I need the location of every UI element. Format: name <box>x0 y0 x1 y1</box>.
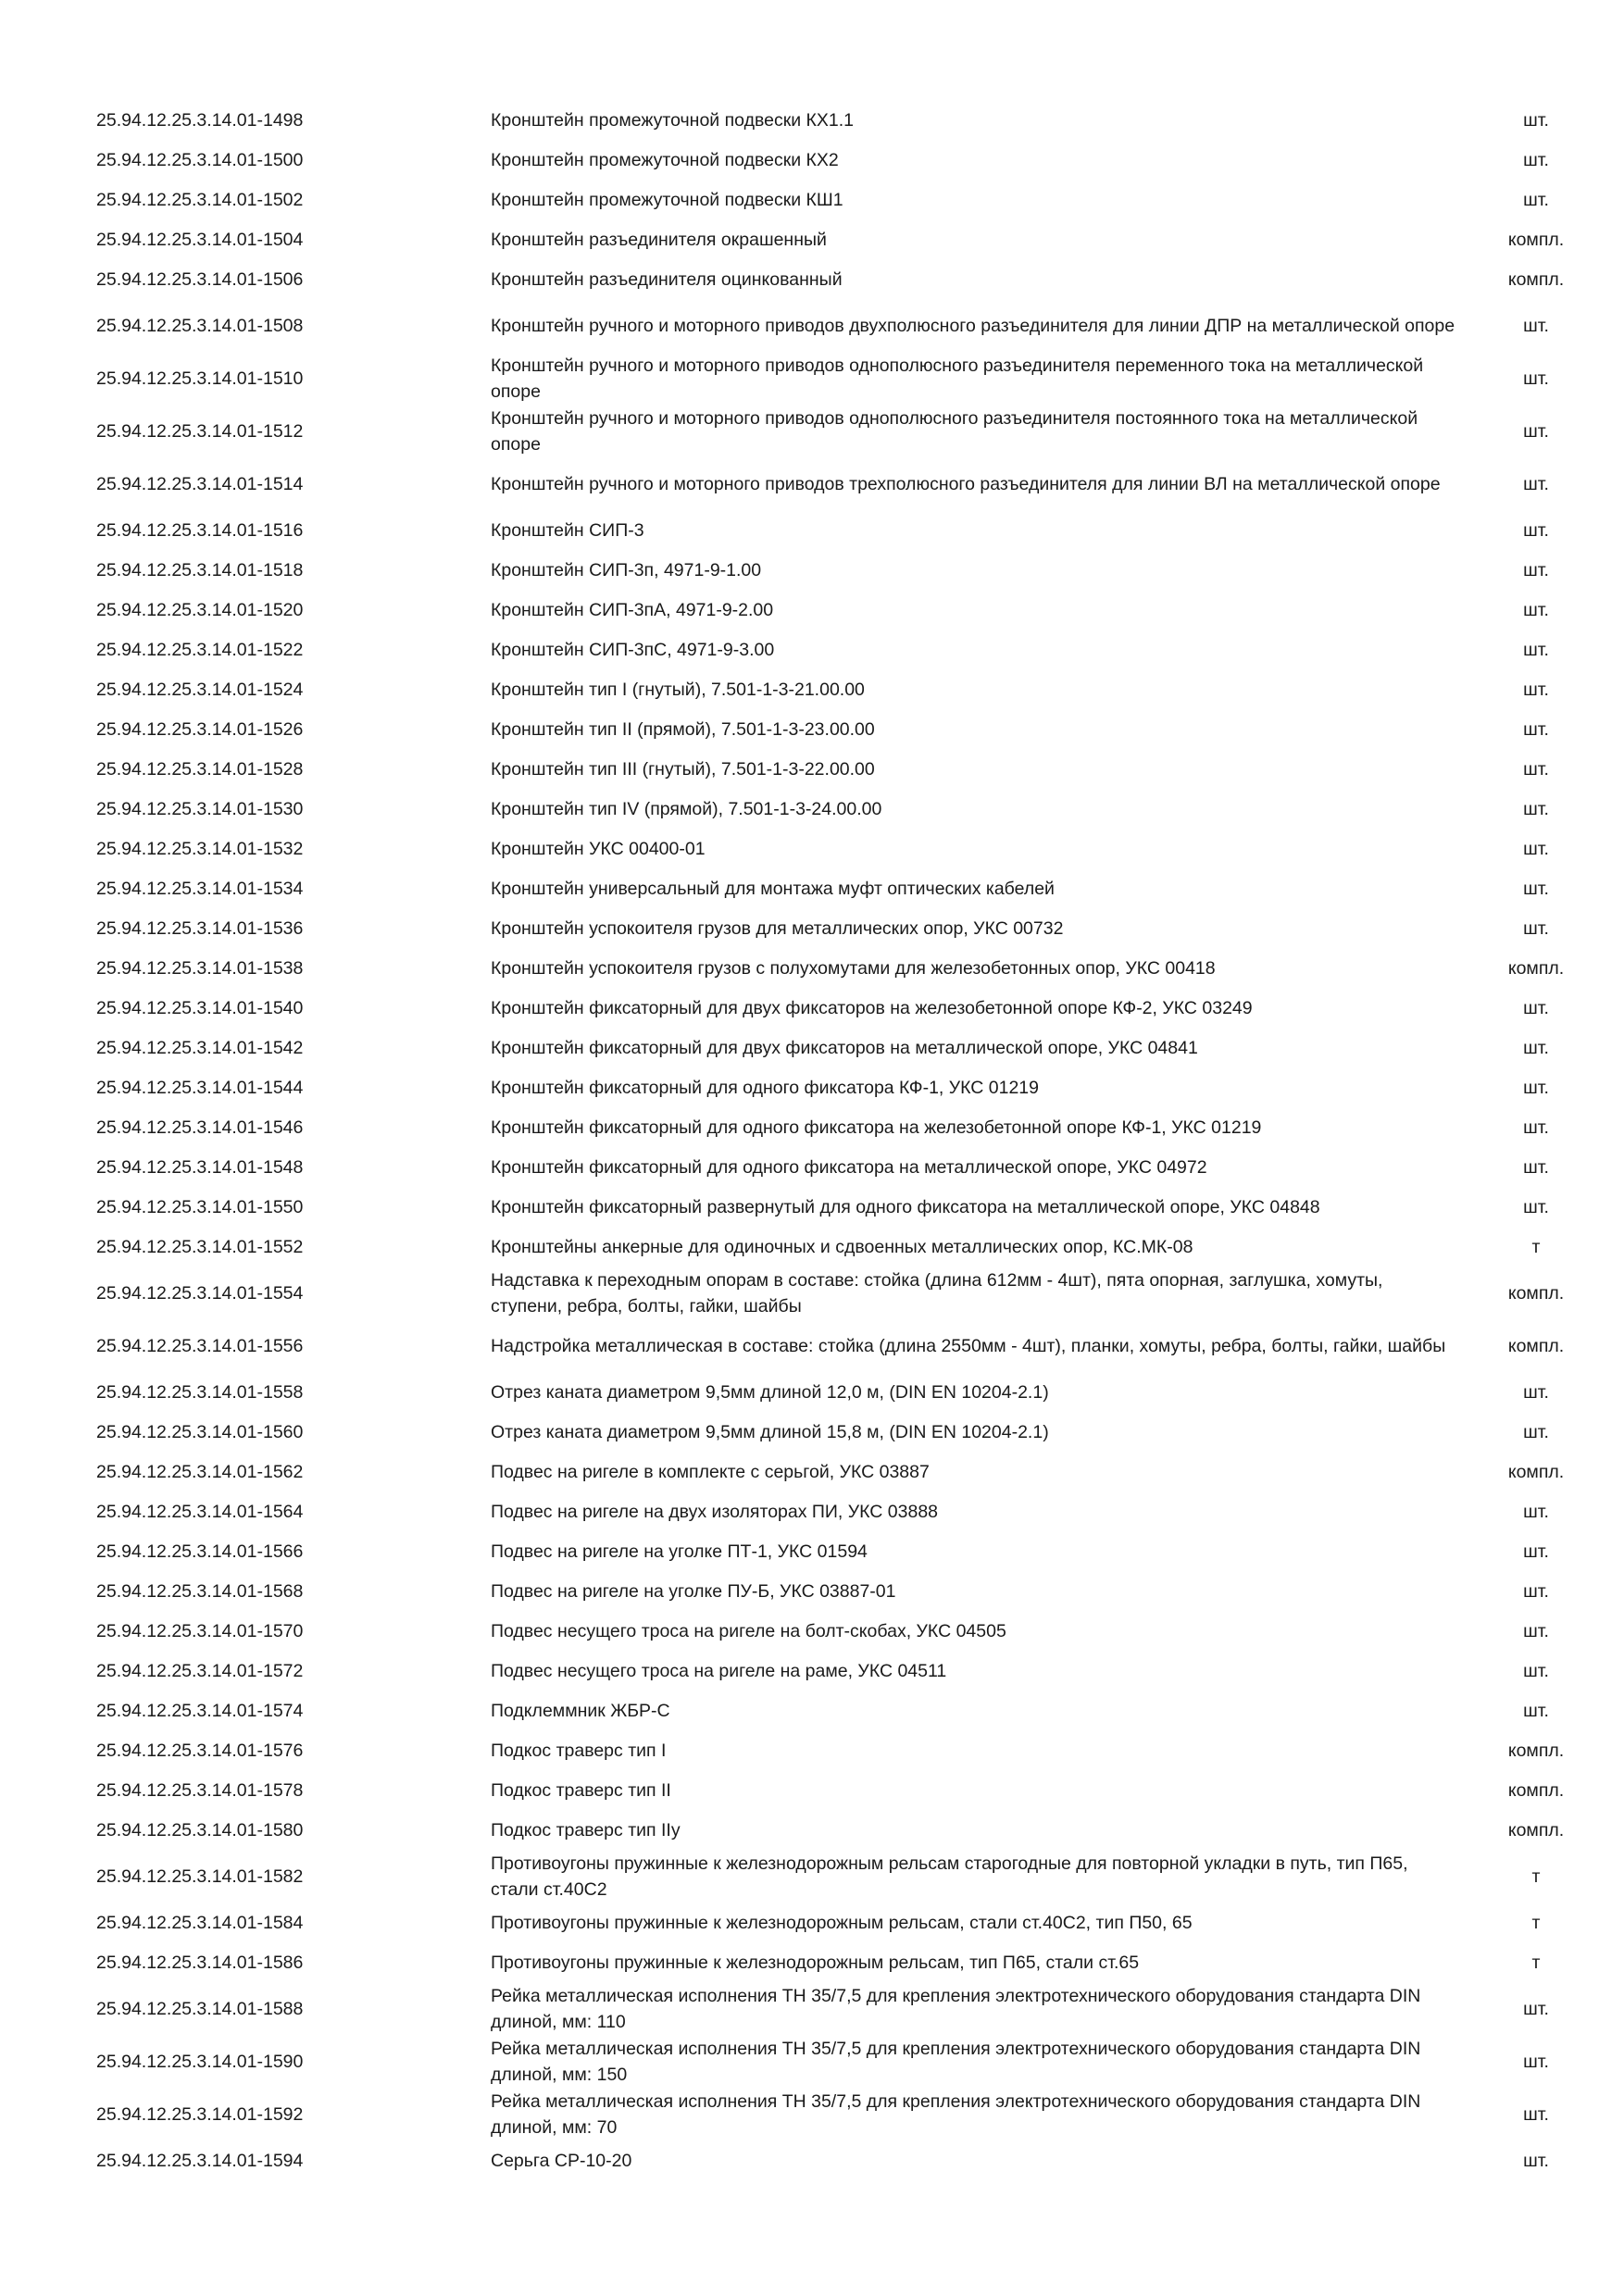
row-code: 25.94.12.25.3.14.01-1556 <box>96 1335 304 1356</box>
row-unit: шт. <box>1523 189 1549 210</box>
table-row <box>96 140 1578 180</box>
row-name: Кронштейн разъединителя оцинкованный <box>491 268 843 290</box>
table-row <box>96 1187 1578 1227</box>
row-code: 25.94.12.25.3.14.01-1570 <box>96 1620 304 1641</box>
table-row <box>96 1067 1578 1107</box>
table-row <box>96 1147 1578 1187</box>
row-name: Кронштейн фиксаторный развернутый для одного фиксатора на металлической опоре, УКС 04848 <box>491 1196 1320 1217</box>
row-code: 25.94.12.25.3.14.01-1560 <box>96 1421 304 1442</box>
row-unit: т <box>1531 1952 1541 1973</box>
row-name: Подвес на ригеле на уголке ПТ-1, УКС 01594 <box>491 1541 868 1562</box>
table-row <box>96 1531 1578 1571</box>
table-row <box>96 948 1578 988</box>
row-unit: шт. <box>1523 149 1549 170</box>
row-unit: компл. <box>1507 1740 1565 1761</box>
row-code: 25.94.12.25.3.14.01-1502 <box>96 189 304 210</box>
row-code: 25.94.12.25.3.14.01-1538 <box>96 957 304 979</box>
row-unit: компл. <box>1507 268 1565 290</box>
row-name: Подвес несущего троса на ригеле на раме, УКС 04511 <box>491 1660 947 1681</box>
row-code: 25.94.12.25.3.14.01-1500 <box>96 149 304 170</box>
row-name: Кронштейн фиксаторный для одного фиксатора на металлической опоре, УКС 04972 <box>491 1156 1207 1178</box>
catalog-table <box>96 100 1578 2180</box>
row-unit: шт. <box>1523 599 1549 620</box>
row-unit: шт. <box>1523 1381 1549 1403</box>
row-unit: шт. <box>1523 838 1549 859</box>
row-name: Кронштейн успокоителя грузов с полухомутами для железобетонных опор, УКС 00418 <box>491 957 1216 979</box>
row-name: Кронштейн тип IV (прямой), 7.501-1-3-24.00.00 <box>491 798 882 819</box>
row-code: 25.94.12.25.3.14.01-1590 <box>96 2051 304 2072</box>
row-code: 25.94.12.25.3.14.01-1514 <box>96 473 304 494</box>
table-row <box>96 299 1578 352</box>
row-unit: т <box>1531 1866 1541 1887</box>
table-row <box>96 1452 1578 1491</box>
row-code: 25.94.12.25.3.14.01-1506 <box>96 268 304 290</box>
row-code: 25.94.12.25.3.14.01-1592 <box>96 2103 304 2125</box>
table-row <box>96 1267 1578 1319</box>
row-code: 25.94.12.25.3.14.01-1544 <box>96 1077 304 1098</box>
row-unit: т <box>1531 1912 1541 1933</box>
row-code: 25.94.12.25.3.14.01-1564 <box>96 1501 304 1522</box>
table-row <box>96 2035 1578 2088</box>
row-unit: шт. <box>1523 997 1549 1018</box>
row-name: Надстройка металлическая в составе: стойка (длина 2550мм - 4шт), планки, хомуты, ребра, болты, гайки, шайбы <box>491 1335 1446 1356</box>
row-unit: компл. <box>1507 1282 1565 1304</box>
table-row <box>96 1982 1578 2035</box>
table-row <box>96 1942 1578 1982</box>
row-name: Кронштейн тип II (прямой), 7.501-1-3-23.00.00 <box>491 718 875 740</box>
table-row <box>96 1691 1578 1730</box>
table-row <box>96 669 1578 709</box>
row-unit: шт. <box>1523 109 1549 131</box>
row-name: Подвес на ригеле на уголке ПУ-Б, УКС 03887-01 <box>491 1580 896 1602</box>
row-name: Подвес несущего троса на ригеле на болт-скобах, УКС 04505 <box>491 1620 1006 1641</box>
table-row <box>96 630 1578 669</box>
row-unit: компл. <box>1507 957 1565 979</box>
row-code: 25.94.12.25.3.14.01-1548 <box>96 1156 304 1178</box>
row-code: 25.94.12.25.3.14.01-1574 <box>96 1700 304 1721</box>
row-unit: шт. <box>1523 1580 1549 1602</box>
table-row <box>96 1850 1578 1903</box>
row-code: 25.94.12.25.3.14.01-1532 <box>96 838 304 859</box>
row-code: 25.94.12.25.3.14.01-1552 <box>96 1236 304 1257</box>
row-unit: шт. <box>1523 1541 1549 1562</box>
table-row <box>96 405 1578 457</box>
row-name: Противоугоны пружинные к железнодорожным рельсам старогодные для повторной укладки в путь, тип П65, стали ст.40С2 <box>491 1853 1408 1900</box>
row-name: Кронштейны анкерные для одиночных и сдвоенных металлических опор, КС.МК-08 <box>491 1236 1193 1257</box>
table-row <box>96 1028 1578 1067</box>
row-unit: шт. <box>1523 1421 1549 1442</box>
row-unit: компл. <box>1507 1779 1565 1801</box>
table-row <box>96 868 1578 908</box>
table-row <box>96 1227 1578 1267</box>
row-unit: шт. <box>1523 878 1549 899</box>
row-code: 25.94.12.25.3.14.01-1566 <box>96 1541 304 1562</box>
row-code: 25.94.12.25.3.14.01-1582 <box>96 1866 304 1887</box>
row-name: Кронштейн ручного и моторного приводов двухполюсного разъединителя для линии ДПР на металлической опоре <box>491 315 1455 336</box>
table-row <box>96 1903 1578 1942</box>
row-unit: т <box>1531 1236 1541 1257</box>
table-row <box>96 590 1578 630</box>
row-name: Противоугоны пружинные к железнодорожным рельсам, тип П65, стали ст.65 <box>491 1952 1140 1973</box>
row-unit: шт. <box>1523 917 1549 939</box>
row-name: Кронштейн промежуточной подвески КХ2 <box>491 149 839 170</box>
row-name: Кронштейн разъединителя окрашенный <box>491 229 827 250</box>
table-row <box>96 510 1578 550</box>
row-name: Подкос траверс тип IIу <box>491 1819 681 1841</box>
row-name: Кронштейн ручного и моторного приводов однополюсного разъединителя переменного тока на металлической опоре <box>491 355 1424 402</box>
row-name: Серьга СР-10-20 <box>491 2150 632 2171</box>
row-name: Кронштейн промежуточной подвески КШ1 <box>491 189 843 210</box>
row-code: 25.94.12.25.3.14.01-1572 <box>96 1660 304 1681</box>
row-code: 25.94.12.25.3.14.01-1536 <box>96 917 304 939</box>
row-name: Кронштейн промежуточной подвески КХ1.1 <box>491 109 855 131</box>
table-row <box>96 709 1578 749</box>
row-name: Кронштейн фиксаторный для двух фиксаторов на железобетонной опоре КФ-2, УКС 03249 <box>491 997 1253 1018</box>
table-row <box>96 1372 1578 1412</box>
row-name: Рейка металлическая исполнения ТН 35/7,5 для крепления электротехнического оборудования стандарта DIN длиной, мм: 110 <box>491 1985 1421 2032</box>
row-unit: компл. <box>1507 1819 1565 1841</box>
table-row <box>96 1319 1578 1372</box>
row-code: 25.94.12.25.3.14.01-1542 <box>96 1037 304 1058</box>
row-name: Кронштейн СИП-3п, 4971-9-1.00 <box>491 559 762 580</box>
row-code: 25.94.12.25.3.14.01-1584 <box>96 1912 304 1933</box>
row-unit: шт. <box>1523 368 1549 389</box>
row-unit: шт. <box>1523 420 1549 442</box>
row-name: Кронштейн СИП-3пА, 4971-9-2.00 <box>491 599 774 620</box>
row-code: 25.94.12.25.3.14.01-1530 <box>96 798 304 819</box>
row-code: 25.94.12.25.3.14.01-1580 <box>96 1819 304 1841</box>
table-row <box>96 1491 1578 1531</box>
row-unit: компл. <box>1507 1461 1565 1482</box>
table-row <box>96 749 1578 789</box>
row-name: Противоугоны пружинные к железнодорожным рельсам, стали ст.40С2, тип П50, 65 <box>491 1912 1193 1933</box>
row-code: 25.94.12.25.3.14.01-1504 <box>96 229 304 250</box>
table-row <box>96 219 1578 259</box>
row-unit: компл. <box>1507 229 1565 250</box>
row-code: 25.94.12.25.3.14.01-1558 <box>96 1381 304 1403</box>
row-unit: шт. <box>1523 1037 1549 1058</box>
row-name: Надставка к переходным опорам в составе: стойка (длина 612мм - 4шт), пята опорная, заглушка, хомуты, ступени, ребра, болты, гайки, шайбы <box>491 1269 1383 1316</box>
table-row <box>96 1810 1578 1850</box>
row-code: 25.94.12.25.3.14.01-1594 <box>96 2150 304 2171</box>
table-row <box>96 1730 1578 1770</box>
row-unit: шт. <box>1523 1700 1549 1721</box>
row-unit: шт. <box>1523 473 1549 494</box>
row-unit: шт. <box>1523 559 1549 580</box>
row-unit: шт. <box>1523 1501 1549 1522</box>
table-row <box>96 180 1578 219</box>
row-name: Кронштейн УКС 00400-01 <box>491 838 706 859</box>
row-code: 25.94.12.25.3.14.01-1562 <box>96 1461 304 1482</box>
row-unit: шт. <box>1523 2103 1549 2125</box>
row-unit: шт. <box>1523 1196 1549 1217</box>
row-name: Отрез каната диаметром 9,5мм длиной 15,8 м, (DIN EN 10204-2.1) <box>491 1421 1049 1442</box>
row-name: Кронштейн универсальный для монтажа муфт оптических кабелей <box>491 878 1055 899</box>
row-code: 25.94.12.25.3.14.01-1540 <box>96 997 304 1018</box>
row-name: Отрез каната диаметром 9,5мм длиной 12,0 м, (DIN EN 10204-2.1) <box>491 1381 1049 1403</box>
row-unit: шт. <box>1523 1117 1549 1138</box>
row-code: 25.94.12.25.3.14.01-1568 <box>96 1580 304 1602</box>
table-row <box>96 829 1578 868</box>
table-row <box>96 1107 1578 1147</box>
table-row <box>96 1651 1578 1691</box>
row-unit: шт. <box>1523 798 1549 819</box>
row-unit: шт. <box>1523 315 1549 336</box>
row-code: 25.94.12.25.3.14.01-1522 <box>96 639 304 660</box>
table-row <box>96 1770 1578 1810</box>
table-row <box>96 100 1578 140</box>
row-name: Подвес на ригеле в комплекте с серьгой, УКС 03887 <box>491 1461 930 1482</box>
row-name: Подвес на ригеле на двух изоляторах ПИ, УКС 03888 <box>491 1501 939 1522</box>
row-name: Кронштейн ручного и моторного приводов трехполюсного разъединителя для линии ВЛ на металлической опоре <box>491 473 1441 494</box>
row-name: Кронштейн СИП-3пС, 4971-9-3.00 <box>491 639 775 660</box>
table-row <box>96 1412 1578 1452</box>
table-row <box>96 988 1578 1028</box>
row-name: Кронштейн тип I (гнутый), 7.501-1-3-21.00.00 <box>491 679 865 700</box>
table-row <box>96 550 1578 590</box>
row-code: 25.94.12.25.3.14.01-1516 <box>96 519 304 541</box>
row-unit: шт. <box>1523 1660 1549 1681</box>
table-row <box>96 908 1578 948</box>
row-code: 25.94.12.25.3.14.01-1578 <box>96 1779 304 1801</box>
row-unit: шт. <box>1523 519 1549 541</box>
row-code: 25.94.12.25.3.14.01-1512 <box>96 420 304 442</box>
table-row <box>96 2088 1578 2140</box>
row-name: Кронштейн тип III (гнутый), 7.501-1-3-22.00.00 <box>491 758 875 780</box>
row-name: Кронштейн СИП-3 <box>491 519 644 541</box>
row-code: 25.94.12.25.3.14.01-1550 <box>96 1196 304 1217</box>
row-unit: шт. <box>1523 718 1549 740</box>
row-code: 25.94.12.25.3.14.01-1508 <box>96 315 304 336</box>
row-name: Подкос траверс тип I <box>491 1740 667 1761</box>
row-code: 25.94.12.25.3.14.01-1588 <box>96 1998 304 2019</box>
row-unit: шт. <box>1523 639 1549 660</box>
row-unit: шт. <box>1523 1077 1549 1098</box>
table-row <box>96 1571 1578 1611</box>
row-name: Подкос траверс тип II <box>491 1779 671 1801</box>
row-code: 25.94.12.25.3.14.01-1526 <box>96 718 304 740</box>
row-unit: шт. <box>1523 1156 1549 1178</box>
row-unit: шт. <box>1523 2150 1549 2171</box>
row-code: 25.94.12.25.3.14.01-1554 <box>96 1282 304 1304</box>
row-code: 25.94.12.25.3.14.01-1518 <box>96 559 304 580</box>
table-row <box>96 2140 1578 2180</box>
row-name: Кронштейн успокоителя грузов для металлических опор, УКС 00732 <box>491 917 1064 939</box>
row-code: 25.94.12.25.3.14.01-1498 <box>96 109 304 131</box>
row-unit: компл. <box>1507 1335 1565 1356</box>
row-unit: шт. <box>1523 1620 1549 1641</box>
row-name: Подклеммник ЖБР-С <box>491 1700 670 1721</box>
row-code: 25.94.12.25.3.14.01-1586 <box>96 1952 304 1973</box>
row-name: Кронштейн ручного и моторного приводов однополюсного разъединителя постоянного тока на металлической опоре <box>491 407 1418 455</box>
row-code: 25.94.12.25.3.14.01-1546 <box>96 1117 304 1138</box>
row-code: 25.94.12.25.3.14.01-1576 <box>96 1740 304 1761</box>
row-code: 25.94.12.25.3.14.01-1524 <box>96 679 304 700</box>
table-row <box>96 1611 1578 1651</box>
row-name: Рейка металлическая исполнения ТН 35/7,5 для крепления электротехнического оборудования стандарта DIN длиной, мм: 150 <box>491 2038 1421 2085</box>
row-code: 25.94.12.25.3.14.01-1510 <box>96 368 304 389</box>
row-name: Кронштейн фиксаторный для двух фиксаторов на металлической опоре, УКС 04841 <box>491 1037 1198 1058</box>
catalog-body <box>96 100 1578 2180</box>
table-row <box>96 259 1578 299</box>
table-row <box>96 789 1578 829</box>
row-unit: шт. <box>1523 1998 1549 2019</box>
row-unit: шт. <box>1523 2051 1549 2072</box>
row-unit: шт. <box>1523 758 1549 780</box>
table-row <box>96 352 1578 405</box>
table-row <box>96 457 1578 510</box>
row-code: 25.94.12.25.3.14.01-1528 <box>96 758 304 780</box>
row-name: Кронштейн фиксаторный для одного фиксатора на железобетонной опоре КФ-1, УКС 01219 <box>491 1117 1262 1138</box>
row-name: Рейка металлическая исполнения ТН 35/7,5 для крепления электротехнического оборудования стандарта DIN длиной, мм: 70 <box>491 2090 1421 2138</box>
row-code: 25.94.12.25.3.14.01-1520 <box>96 599 304 620</box>
row-unit: шт. <box>1523 679 1549 700</box>
row-code: 25.94.12.25.3.14.01-1534 <box>96 878 304 899</box>
row-name: Кронштейн фиксаторный для одного фиксатора КФ-1, УКС 01219 <box>491 1077 1039 1098</box>
